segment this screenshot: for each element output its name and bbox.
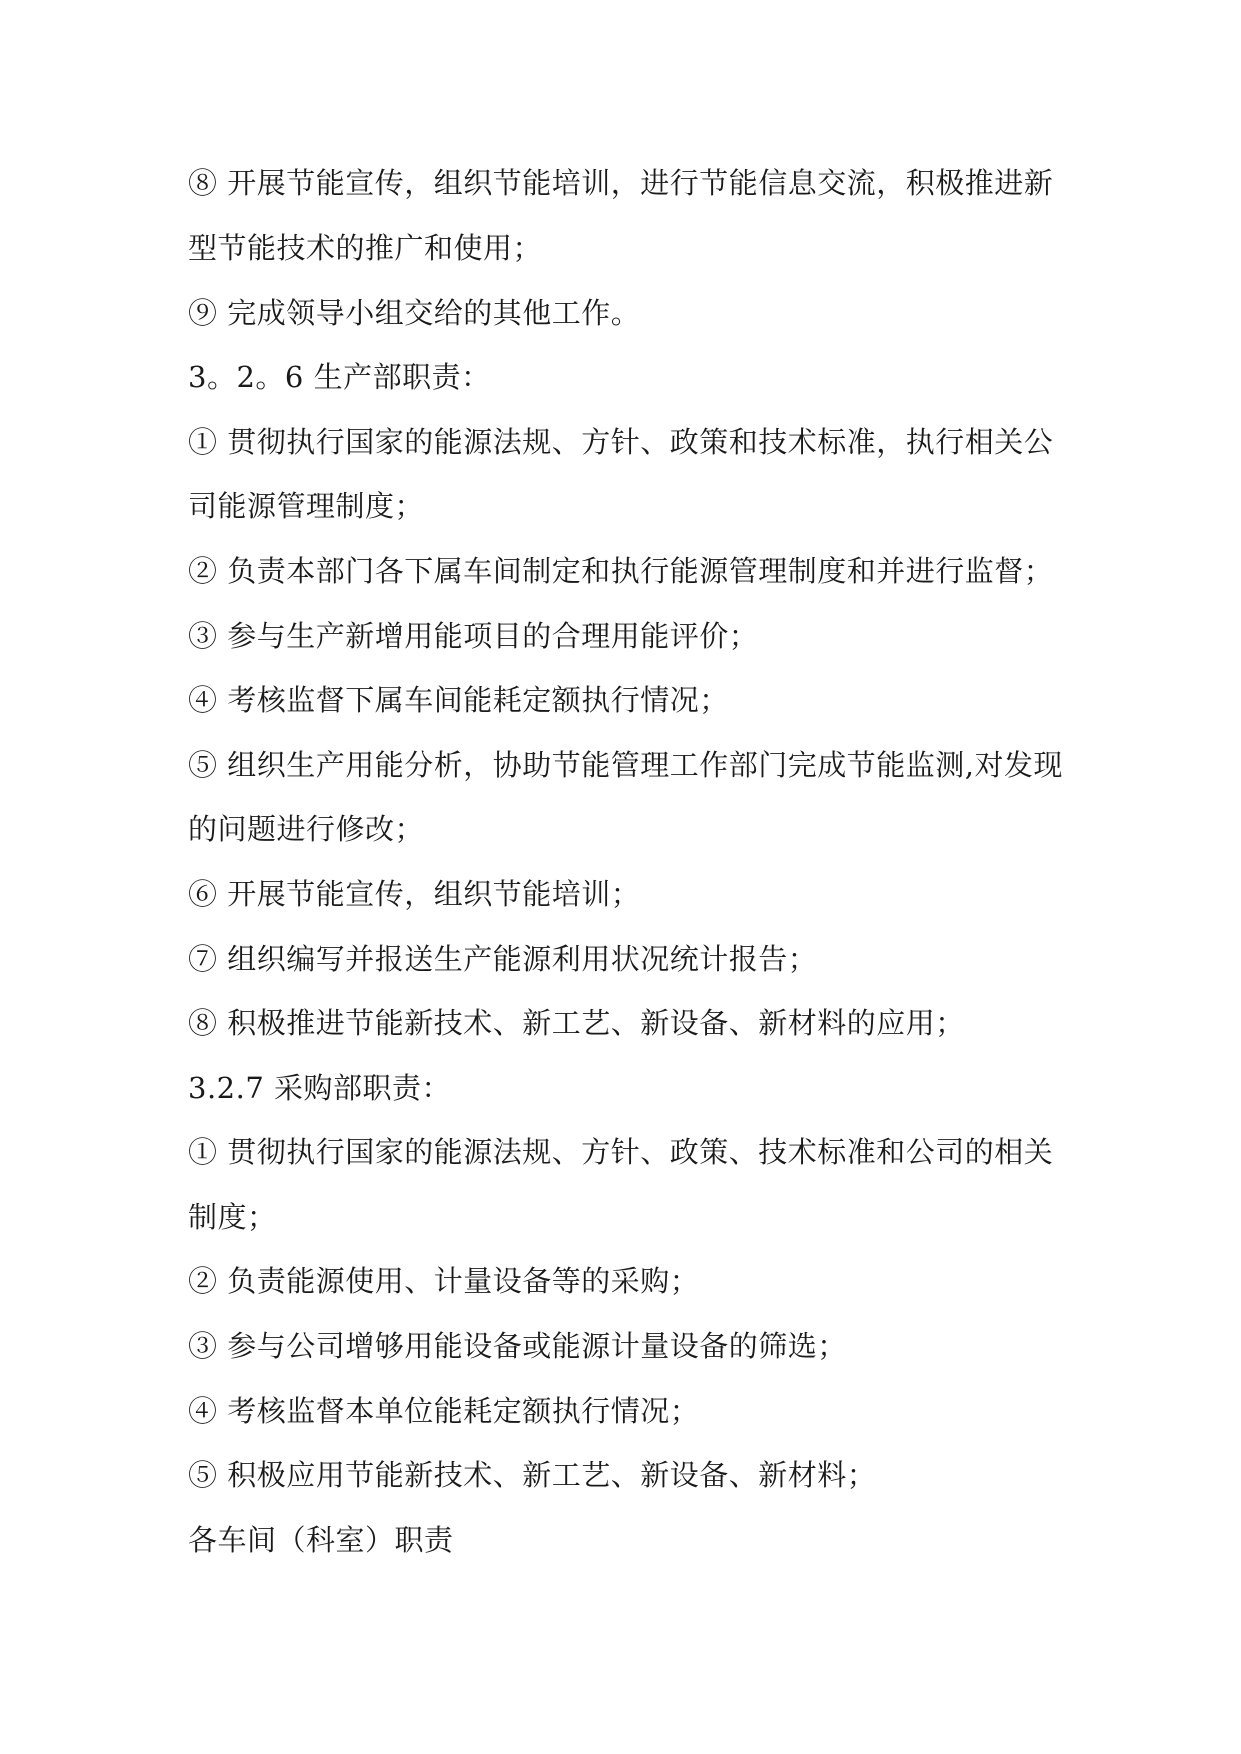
text-line: ⑧ 积极推进节能新技术、新工艺、新设备、新材料的应用； bbox=[188, 1006, 965, 1040]
text-line: ② 负责能源使用、计量设备等的采购； bbox=[188, 1264, 700, 1298]
text-line: 的问题进行修改； bbox=[188, 812, 425, 846]
text-line: ② 负责本部门各下属车间制定和执行能源管理制度和并进行监督； bbox=[188, 554, 1054, 588]
text-line: ⑤ 积极应用节能新技术、新工艺、新设备、新材料； bbox=[188, 1458, 877, 1492]
text-line: 型节能技术的推广和使用； bbox=[188, 231, 543, 265]
section-heading: 各车间（科室）职责 bbox=[188, 1523, 454, 1557]
text-line: ④ 考核监督本单位能耗定额执行情况； bbox=[188, 1394, 700, 1428]
text-line: ⑥ 开展节能宣传，组织节能培训； bbox=[188, 877, 641, 911]
text-line: ① 贯彻执行国家的能源法规、方针、政策和技术标准，执行相关公 bbox=[188, 425, 1054, 459]
section-heading: 3.2.7 采购部职责： bbox=[188, 1071, 452, 1105]
text-line: 制度； bbox=[188, 1200, 277, 1234]
section-heading: 3。2。6 生产部职责： bbox=[188, 360, 491, 394]
text-line: ① 贯彻执行国家的能源法规、方针、政策、技术标准和公司的相关 bbox=[188, 1135, 1054, 1169]
text-line: ⑧ 开展节能宣传，组织节能培训，进行节能信息交流，积极推进新 bbox=[188, 166, 1054, 200]
text-line: ③ 参与生产新增用能项目的合理用能评价； bbox=[188, 619, 759, 653]
text-line: ④ 考核监督下属车间能耗定额执行情况； bbox=[188, 683, 729, 717]
text-line: ③ 参与公司增够用能设备或能源计量设备的筛选； bbox=[188, 1329, 847, 1363]
text-line: ⑤ 组织生产用能分析，协助节能管理工作部门完成节能监测,对发现 bbox=[188, 748, 1063, 782]
text-line: 司能源管理制度； bbox=[188, 489, 425, 523]
text-line: ⑨ 完成领导小组交给的其他工作。 bbox=[188, 296, 641, 330]
text-line: ⑦ 组织编写并报送生产能源利用状况统计报告； bbox=[188, 942, 818, 976]
